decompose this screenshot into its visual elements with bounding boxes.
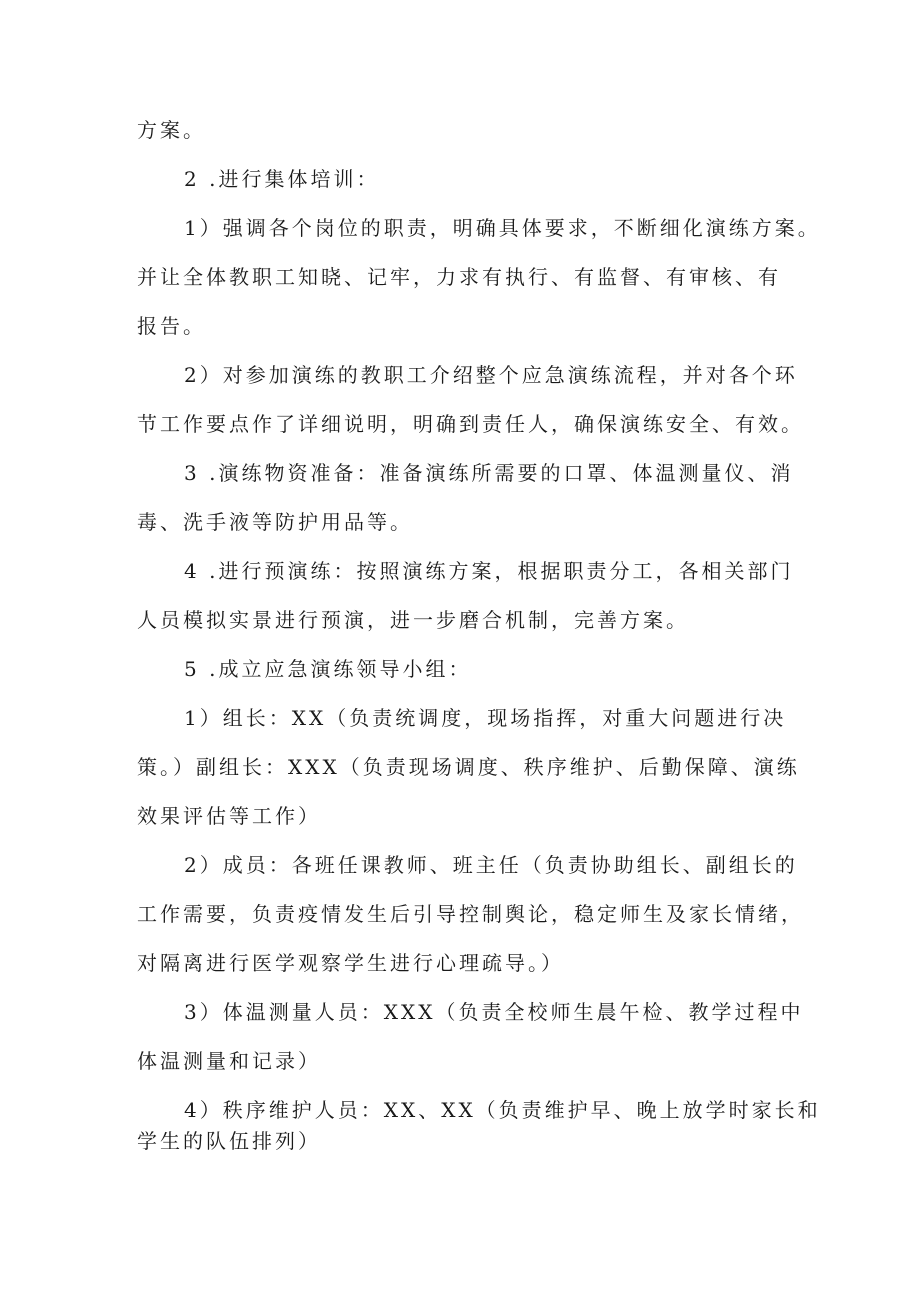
text-line: 对隔离进行医学观察学生进行心理疏导。） xyxy=(137,951,564,975)
text-line: 人员模拟实景进行预演，进一步磨合机制，完善方案。 xyxy=(137,608,689,632)
text-line: 方案。 xyxy=(137,118,206,142)
text-line: 并让全体教职工知晓、记牢，力求有执行、有监督、有审核、有 xyxy=(137,265,781,289)
text-line: 2）成员：各班任课教师、班主任（负责协助组长、副组长的 xyxy=(184,853,798,877)
text-line: 效果评估等工作） xyxy=(137,804,321,828)
text-line: 1）强调各个岗位的职责，明确具体要求，不断细化演练方案。 xyxy=(184,216,821,240)
text-line: 毒、洗手液等防护用品等。 xyxy=(137,510,413,534)
text-line: 体温测量和记录） xyxy=(137,1049,321,1073)
text-line: 1）组长：XX（负责统调度，现场指挥，对重大问题进行决 xyxy=(184,706,787,730)
text-line: 报告。 xyxy=(137,314,206,338)
text-line: 3）体温测量人员：XXX（负责全校师生晨午检、教学过程中 xyxy=(184,1000,804,1024)
text-line: 5 .成立应急演练领导小组： xyxy=(184,657,472,681)
text-line: 4 .进行预演练：按照演练方案，根据职责分工，各相关部门 xyxy=(184,559,794,583)
text-line: 2 .进行集体培训： xyxy=(184,167,380,191)
text-line: 3 .演练物资准备：准备演练所需要的口罩、体温测量仪、消 xyxy=(184,461,794,485)
text-line: 4）秩序维护人员：XX、XX（负责维护早、晚上放学时家长和 xyxy=(184,1098,821,1122)
text-line: 策。）副组长：XXX（负责现场调度、秩序维护、后勤保障、演练 xyxy=(137,755,800,779)
text-line: 学生的队伍排列） xyxy=(137,1129,321,1153)
text-line: 节工作要点作了详细说明，明确到责任人，确保演练安全、有效。 xyxy=(137,412,804,436)
text-line: 工作需要，负责疫情发生后引导控制舆论，稳定师生及家长情绪， xyxy=(137,902,804,926)
text-line: 2）对参加演练的教职工介绍整个应急演练流程，并对各个环 xyxy=(184,363,798,387)
